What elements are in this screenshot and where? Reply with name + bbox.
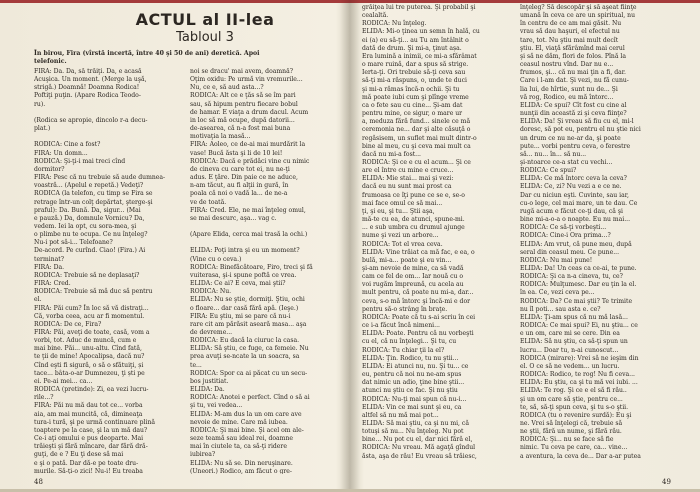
text-line: şi-am nevoie de mine, ca să vadă xyxy=(362,265,464,272)
text-line: aia, am mai muncită, că, dimineaţa xyxy=(34,410,143,418)
text-line: RODICA: Cine-i Ora prima...? xyxy=(520,232,611,240)
text-line: a aventura, la ceva de... Dar a-ar putea xyxy=(520,452,641,460)
text-line: pentru mine, ce sigur, o mare ur xyxy=(362,110,463,118)
text-line: RODICA: Trebuie să mă duc să pentru xyxy=(34,288,153,296)
text-line: RODICA: Nu. xyxy=(190,288,232,296)
text-line: RODICA: Şi-ţi-i mai treci cînd xyxy=(34,157,126,165)
text-line: voastră... (Apelul e repetă.) Vedeţi? xyxy=(34,182,144,190)
text-line: voi rugăm împreună, cu acela au xyxy=(362,281,464,289)
text-line: ELIDA: Ce spui? Cît fost cu cine al xyxy=(520,101,627,109)
text-line: (Uneori.) Rodico, am făcut o gre- xyxy=(190,467,292,474)
text-line: RODICA: Poate că tu s-ai scriu în cei xyxy=(362,313,476,321)
text-line: FIRA: Păi nu mă dau tot ce... vorba xyxy=(34,402,143,410)
text-line: Nu, ce e, să aud asta...? xyxy=(190,84,264,92)
text-line: ELIDA: Am vrut, că pune meu, după xyxy=(520,240,632,248)
text-line: FIRA: Da. Da, să trăiţi. Da, e acasă xyxy=(34,68,142,75)
text-line: nume şi vezi un arbore... xyxy=(362,232,439,240)
page-number-left: 48 xyxy=(34,478,43,486)
right-page xyxy=(350,0,700,492)
text-line: RODICA: Dacă e prădăci vine cu nimic xyxy=(190,157,310,165)
text-line: RODICA: Ce spui? xyxy=(520,167,577,175)
text-line: ne ştii, fără un nume, şi fără rău. xyxy=(520,428,622,436)
text-line: RODICA: Nu înţeleg. xyxy=(362,20,427,28)
text-line: n-am tăcut, au fi alţii in gură, în xyxy=(190,182,289,190)
text-line: şi mi-a rămas încă-n ochii. Şi tu xyxy=(362,85,460,93)
text-line: ELIDA: Nu se ştie, dormiţi. Ştiu, ochi xyxy=(190,296,305,304)
text-line: Oţim oxidu: Pe urmă vin vremurile... xyxy=(190,76,303,84)
text-line: mai în ciutele ta, ca să-ţi ridere xyxy=(190,443,287,451)
text-line: adus. E ţăre. Din paie ce ne aduce, xyxy=(190,174,298,182)
text-line: vuiterasa, şi-i spune poftă ce vrea. xyxy=(190,271,297,279)
text-line: rile...? xyxy=(34,394,54,402)
text-line: Dar cu niciun eşti. Cuvinte, sau iar, xyxy=(520,191,629,199)
text-line: ELIDA: Te rog. Şi ce e el să fi rău.. xyxy=(520,387,627,395)
text-line: toaptere pe la case, şi la un mă dau? xyxy=(34,426,148,434)
right-column-2 xyxy=(520,4,670,474)
text-line: RODICA (la telefon, cu timp se Fira se xyxy=(34,190,153,198)
text-line: dat nimic un adio, ţine bine ştii... xyxy=(362,379,465,387)
text-line: ve de toată. xyxy=(190,198,227,206)
text-line: RODICA: Cine a fost? xyxy=(34,141,101,149)
text-line: Poftiţi puţin. (Apare Rodica Teodo- xyxy=(34,92,141,100)
text-line: regăsisem, un suflet mai mult dintr-o xyxy=(362,134,477,142)
text-line: ăsta, aşa de rău! Eu vreau să trăiesc, xyxy=(362,452,477,460)
text-line: ELIDA: Ce mă întorc ceva la ceva? xyxy=(520,175,627,183)
scene-title: Tabloul 3 xyxy=(176,30,234,45)
text-line: RODICA: Ce mai spui? Ei, nu ştiu... ce xyxy=(520,322,638,330)
text-line: te... xyxy=(190,361,202,369)
text-line: FIRA: Cred. Ele, ne mai înţeleg omul, xyxy=(190,206,306,214)
text-line: ca o fete sau cu cine... Şi-am dat xyxy=(362,101,463,109)
text-line: ceremonia ne... dar şi alte căsuţă o xyxy=(362,126,471,134)
text-line: (Rodica se apropie, dincolo r-a decu- xyxy=(34,116,148,124)
text-line: el. O ce să ne vedem... un lucru. xyxy=(520,362,620,370)
text-line: Ierta-ţi. Ori trebuie să-ţi ceva sau xyxy=(362,69,466,77)
text-line: în ea. Ce, vezi ceva pe... xyxy=(520,289,595,297)
text-line: ELIDA: Ce, zi? Nu vezi a e ce ne. xyxy=(520,183,622,191)
text-line: şi tu, vei vedea... xyxy=(190,402,243,410)
text-line: trăieşti şi fără mîncare, dar fără dră- xyxy=(34,443,148,451)
text-line: ELIDA: Să ştiu, ce fuge, ca femeie. Nu xyxy=(190,345,309,353)
text-line: cu el, că nu înţelegi... Şi tu, cu xyxy=(362,338,457,346)
text-line: umană în ceva ce are un spiritual, nu xyxy=(520,12,636,20)
text-line: RODICA: Şi mai bine. Şi acel om ale- xyxy=(190,426,304,434)
text-line: RODICA: Trebuie să ne deplasaţi? xyxy=(34,271,140,279)
text-line: noi se dracu' mai avem, doamnă? xyxy=(190,68,293,75)
text-line: RODICA (mirare): Vrei să ne ieşim din xyxy=(520,354,639,362)
text-line: a, meduza fără fund... sinele ce mă xyxy=(362,118,471,126)
text-line: ELIDA: Să mai ştiu, ca şi nu mi, că xyxy=(362,419,469,427)
text-line: ei (a) eu să-ţi... au Tu am întâlnit o xyxy=(362,36,469,44)
text-line: ELIDA: Ce ai? E ceva, mai ştii? xyxy=(190,280,286,288)
text-line: să-ţi mi-a răspuns, o, unde te duci xyxy=(362,77,467,85)
text-line: o plimbe nu te ocupa. Ce nu înţeleg? xyxy=(34,231,148,239)
text-line: FIRA: Păi, aveţi de toate, casă, vom a xyxy=(34,329,150,336)
text-line: bos justitiat. xyxy=(190,377,229,385)
intro-line: telefonic. xyxy=(34,58,67,66)
text-line: ELIDA: Mi-o ţinea un semn în hală, cu xyxy=(362,28,480,36)
text-line: rare cit am părăsit aseară masa... aşa xyxy=(190,320,307,328)
text-line: are el între cu mine e cruce... xyxy=(362,167,454,175)
text-line: e un om, care mi se cere. Din ea xyxy=(520,330,620,338)
text-line: pute... vorbi pentru ceva, o ferestre xyxy=(520,142,631,150)
text-line: ELIDA: Da. xyxy=(190,386,225,394)
text-line: bulă, mi-a... poate şi eu vin... xyxy=(362,256,452,264)
text-line: vrau să dau haşuri, el efectul nu xyxy=(520,28,620,36)
text-line: ELIDA: Vin ce mai sunt şi eu, ca xyxy=(362,403,462,411)
text-line: RODICA (pretinde): Zi, ea vezi lucru- xyxy=(34,386,149,394)
text-line: e şi o pată. Dar dă-e pe toate dru- xyxy=(34,459,139,467)
text-line: ELIDA: Ei atunci nu, nu. Şi tu... ce xyxy=(362,362,469,370)
text-line: dată de drum. Şi mi-a, ţinut așa. xyxy=(362,44,462,52)
text-line: RODICA: Nu-ţi mai spun că nu-i... xyxy=(362,395,467,403)
text-line: bine mi-a-o-a o noapte. Eu nu mai... xyxy=(520,216,631,224)
text-line: RODICA: De ce, Fira? xyxy=(34,320,102,328)
text-line: mă poate iubi cum şi plînge vreme xyxy=(362,93,469,101)
text-line: FIRA: Pesc că nu trebuie să aude dumnea- xyxy=(34,174,166,182)
text-line: motivaţia la masă... xyxy=(190,133,251,141)
text-line: RODICA: Rodico, te rog! Nu fi ceva... xyxy=(520,371,635,379)
text-line: FIRA: Da. xyxy=(34,263,65,271)
text-line: De-acord. Pe curînd. Ciao! (Fira.) Ai xyxy=(34,247,146,255)
text-line: RODICA: Da? Ce mai ştii? Te trimite xyxy=(520,297,633,305)
text-line: FIRA: Eu ştiu, mi se pare că nu-i xyxy=(190,312,291,320)
text-line: eu, pentru că noi nu ne-am spus xyxy=(362,371,462,379)
text-line: Că, vorba ceea, acu ar fi momentul. xyxy=(34,312,145,320)
text-line: vorbi, tot. Aduc de muncă, cum e xyxy=(34,337,137,345)
text-line xyxy=(190,239,338,247)
text-line: prea avuţi se-ncate la un soacra, sa xyxy=(190,353,300,361)
text-line xyxy=(34,133,184,141)
text-line: FIRA: Păi cum? În loc să vă distraţi... xyxy=(34,304,149,312)
page-number-right: 49 xyxy=(662,478,671,486)
text-line: seral din ceasul meu. Ce pune... xyxy=(520,248,620,256)
text-line: RODICA: Şi ce e cu el acum... Şi ce xyxy=(362,158,471,166)
text-line: mult pentru, că poate nu mi-a, dar... xyxy=(362,289,474,297)
text-line: dacă eu nu sunt mai prost ca xyxy=(362,183,452,191)
text-line: cealaltă. xyxy=(362,12,389,20)
text-line: ELIDA: Da! Şi vreau să fiu cu el, mi-l xyxy=(520,118,634,126)
text-line: mai bine. Păi... unu-altu. Cînd fată, xyxy=(34,345,142,353)
text-line: guţi, de e ? Eu ţi dese să mai xyxy=(34,451,124,459)
text-line: de devreme... xyxy=(190,329,233,336)
text-line: vedem. Iei la opt, cu sora-mea, şi xyxy=(34,222,137,230)
text-line: terminat? xyxy=(34,255,64,263)
text-line: tura-i tură, şi pe urmă continuare plină xyxy=(34,418,156,426)
text-line: RODICA: Şi... nu se face să fie xyxy=(520,436,614,444)
text-line: Care i l-am dat. Şi vezi, nu fă cunu- xyxy=(520,77,629,85)
text-line: un drum ce nu ne-ar da, şi poate xyxy=(520,134,621,142)
text-line: seze teamă sau ideal rei, doamne xyxy=(190,435,293,443)
text-line: retrage într-un colţ depărtat, şterge-şi xyxy=(34,198,153,206)
text-line xyxy=(34,109,184,117)
text-line: rugă acum e făcut ce-ţi dau, că şi xyxy=(520,207,623,215)
text-line: Cînd eşti fi sigură, o să o sfătuiţi, și xyxy=(34,361,144,369)
text-line: poala că noi o vadă la... de ne-a xyxy=(190,190,288,198)
text-line: RODICA: Binefăcătoare, Firo, treci şi fă xyxy=(190,263,313,271)
text-line: vase! Bucă ăsta şi li de 10 lei! xyxy=(190,149,283,157)
text-line: de hamar. E viaţa a drum dacul. Acum xyxy=(190,108,309,116)
text-line: ne. Vrei să înţelegi că, trebuie să xyxy=(520,419,623,427)
text-line: ţi, şi eu, şi tu... Ştii aşa, xyxy=(362,207,435,215)
text-line: nunţii din această zi şi ceva fiinţe? xyxy=(520,110,627,118)
text-line: cu-o lege, cel mai mare, un te dau. Ce xyxy=(520,199,638,207)
text-line: e pauză.) Da, domnule Vornicu? Da, xyxy=(34,214,145,222)
text-line: ELIDA: Să nu ştiu, ca să-ţi spun un xyxy=(520,338,628,346)
text-line: RODICA: Şi ca n-a cineva, tu, ce? xyxy=(520,273,623,281)
text-line: pentru să-o strâng în braţe. xyxy=(362,305,448,313)
text-line: şi să ne dăm, flori de folos. Pînă la xyxy=(520,52,627,60)
text-line: în centru de ce am mai găsit. Nu xyxy=(520,20,622,28)
text-line: ELIDA: Ţin. Rodico, tu nu ştii... xyxy=(362,354,459,362)
text-line: o floare... dar casă fără apă. (Ieşe.) xyxy=(190,304,299,312)
text-line: (Apare Elida, cerca mai trasă la ochi.) xyxy=(190,231,308,239)
text-line: ELIDA: Eu ştiu, ca şi tu mă vei iubi. ... xyxy=(520,379,638,387)
text-line: totuşi să nu... Nu înţeleg. Nu pot xyxy=(362,428,464,436)
text-line: nevoie de mine. Care mă iubea. xyxy=(190,418,288,426)
text-line: ELIDA: Poţi intra şi eu un moment? xyxy=(190,247,300,255)
text-line: (Vine cu o ceva.) xyxy=(190,255,242,263)
text-line: FIRA: Un domn... xyxy=(34,149,88,157)
text-line: iubirea? xyxy=(190,451,216,459)
text-line: ştiu. El, viaţă sfărâmînd mai cerul xyxy=(520,44,625,52)
text-line: lia lui, de hîrtie, sunt nu de... Şi xyxy=(520,85,618,93)
text-line: Acuşica. Un moment. (Merge la uşă, xyxy=(34,76,147,84)
text-line: ELIDA: Da! Un ceas ca ce-ai, te pune. xyxy=(520,265,637,272)
text-line: praful): Da. Bună. Da, sigur... (Mai xyxy=(34,206,141,214)
text-line: ... e sub umbra cu drumul ajunge xyxy=(362,224,465,232)
right-column-1 xyxy=(362,4,512,474)
intro-line: În birou, Fira (vîrstă incertă, între 40 şi 50 de ani) deretică. Apoi xyxy=(34,50,260,57)
left-column-2 xyxy=(190,68,338,474)
text-line: ce i-a făcut încă nimeni... xyxy=(362,322,440,330)
text-line: in loc să mă ocupe, după datorii... xyxy=(190,116,295,124)
text-line: doresc, să pot eu, pentru el nu ştie nici xyxy=(520,126,641,134)
text-line: RODICA: Anotei e perfect. Cînd o să ai xyxy=(190,394,310,402)
stage-direction-intro xyxy=(34,50,332,66)
text-line: ei. Pe-ai mei... ca... xyxy=(34,377,93,385)
text-line: dormitor? xyxy=(34,165,65,173)
text-line: RODICA: Eu dacă la ciuruc la casa. xyxy=(190,337,300,345)
text-line: ELIDA: Mie stai... mai şi vezi: xyxy=(362,175,454,183)
text-line: ELIDA: Poate. Pentru că nu vorbeşti xyxy=(362,330,474,338)
text-line: RODICA: Tu chiar ţii la el? xyxy=(362,346,445,354)
text-line: se mai descurc, aşa... vag c. xyxy=(190,214,277,222)
text-line: FIRA: Cred. xyxy=(34,280,71,288)
text-line: Ce-i aţi omului e pus deoparte. Mai xyxy=(34,435,144,443)
text-line: Era lumină a inimii, ce mi-a sfărâmat xyxy=(362,52,477,60)
text-line: te ţii de mine! Apocalipsa, dacă nu? xyxy=(34,353,145,361)
text-line: nu îl poti... sau asta e. ce? xyxy=(520,305,601,313)
text-line: te, să, să-ţi spun ceva, şi tu s-o ştii. xyxy=(520,403,629,411)
text-line: sau, să hipum pentru fiecare bobul xyxy=(190,100,298,108)
text-line xyxy=(190,223,338,231)
text-line: RODICA: Tot el vrea ceva. xyxy=(362,240,443,248)
left-column-1 xyxy=(34,68,184,474)
text-line: mă-te cu ea, de atunci, spune-mi. xyxy=(362,216,465,224)
text-line: să... nu... în... să nu... xyxy=(520,150,587,158)
text-line: ELIDA: Nu să se. Din neruşinare. xyxy=(190,459,293,467)
text-line: şi-ntoarce ce-a stat cu vechi... xyxy=(520,158,613,166)
text-line: ELIDA: M-am dus la un om care ave xyxy=(190,410,302,418)
text-line: o mare ruină, dar a spus să strige. xyxy=(362,61,469,69)
text-line: murile. Să-ţi-o zici! Nu-i! Eu treaba xyxy=(34,467,143,474)
text-line: RODICA: Spor ca ai păcat cu un secu- xyxy=(190,369,308,377)
text-line: lucru... Doar tu, n-ai cunoscut... xyxy=(520,346,619,354)
text-line: ceasul nostru vînd. Dar nu e... xyxy=(520,61,614,69)
text-line: bine al meu, cu şi ceva mai mult ca xyxy=(362,142,471,150)
text-line: ceva, s-o mă întorc şi încă-mi e dor xyxy=(362,297,471,305)
text-line: RODICA: Nu vreau. Mă agaţă gîndul xyxy=(362,444,476,452)
text-line: vă rog, Rodico, eu mă întorc... xyxy=(520,93,614,101)
text-line: frumos, şi... că nu mai ţin a fi, dar. xyxy=(520,69,626,77)
text-line: plat.) xyxy=(34,125,51,133)
text-line: Nu-i pot să-i... Telefoane? xyxy=(34,239,113,247)
text-line: grăiţea lui tre puterea. Şi probabil şi xyxy=(362,4,476,11)
gutter-shadow xyxy=(340,0,360,492)
text-line: altfel să nu mă mai pot... xyxy=(362,411,439,419)
text-line: de-asearea, că n-a fost mai buna xyxy=(190,125,291,133)
text-line: RODICA: Mulţumesc. Dar eu ţin la el. xyxy=(520,281,637,289)
text-line: bine... Nu pot cu el, dar nici fără el, xyxy=(362,436,473,444)
text-line: el. xyxy=(34,296,42,304)
text-line: şi un om care să ştie, pentru ce... xyxy=(520,395,623,403)
text-line: înţeleg? Să descopăr şi să aşeat fiinţe xyxy=(520,4,637,11)
act-title: ACTUL al II-lea xyxy=(135,10,275,29)
text-line: ELIDA: Vine trăiat ca mă fac, e ea, o xyxy=(362,248,475,256)
text-line: RODICA: Ce să-ţi vorbeşti... xyxy=(520,224,607,232)
text-line: dacă nu mi-a fost... xyxy=(362,150,421,158)
text-line: RODICA: Alt ce e ţăs să se îm pari xyxy=(190,92,296,100)
text-line: mai face omul ce să mai... xyxy=(362,199,443,207)
text-line: RODICA (tu o revenire surdă): Eu şi xyxy=(520,411,632,419)
text-line: tare, tot. Nu ştiu mai mult decît xyxy=(520,36,619,44)
text-line: RODICA: Nu mai pune! xyxy=(520,256,593,264)
text-line: atunci nu ştiu ce fac. Şi nu ştiu xyxy=(362,387,458,395)
text-line: cam ce fel de om... Iar nouă cu o xyxy=(362,273,464,281)
text-line: tace... bâta-o-ar Dumnezeu, ţi ști pe xyxy=(34,369,145,377)
text-line: ELIDA: Ţi-am spus că nu mă lasă... xyxy=(520,313,628,321)
text-line: frumoasa ce îţi pune ce se e, se-o xyxy=(362,191,465,199)
text-line: FIRA: Aoleo, ce de-ai mai murdărit la xyxy=(190,141,306,149)
text-line: ru). xyxy=(34,100,46,108)
text-line: nimic. Tu ceva pe care, ca... vine... xyxy=(520,444,628,452)
text-line: strigă.) Doamnă! Doamna Rodica! xyxy=(34,84,140,92)
text-line: de cineva cu care tot ei, nu ne-ţi xyxy=(190,165,290,173)
